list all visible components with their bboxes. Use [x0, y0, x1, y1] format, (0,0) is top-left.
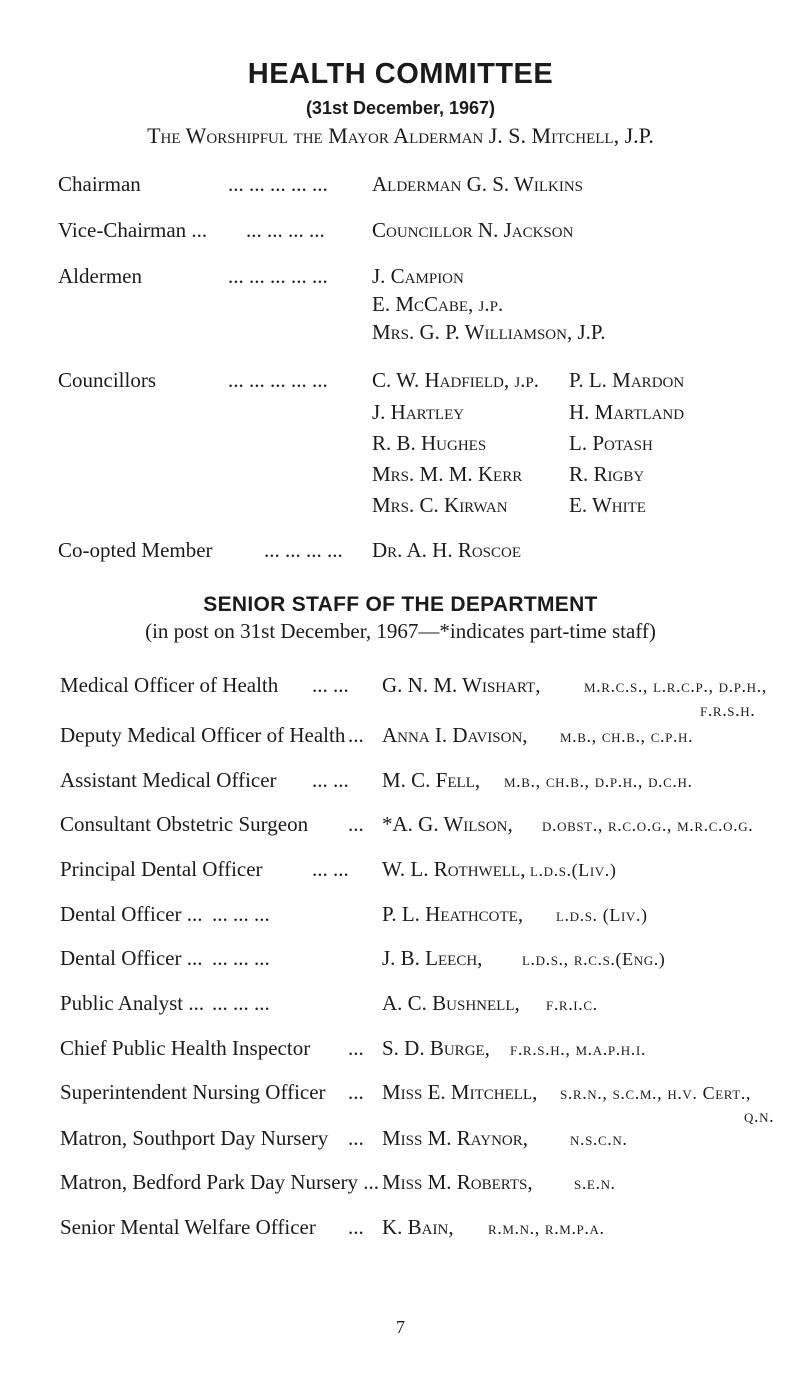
mayor-line: The Worshipful the Mayor Alderman J. S. Mitchell, J.P.: [147, 123, 654, 148]
councillor-name: C. W. Hadfield, j.p.: [372, 368, 540, 392]
councillor-name: Mrs. M. M. Kerr: [372, 462, 523, 486]
alderman-name: J. Campion: [372, 264, 464, 288]
staff-dots: ... ... ...: [212, 902, 270, 926]
councillor-name: R. Rigby: [569, 462, 645, 486]
staff-qualifications: n.s.c.n.: [570, 1129, 628, 1149]
staff-role: Principal Dental Officer: [60, 857, 263, 881]
staff-subtitle: (in post on 31st December, 1967—*indicates part-time staff): [145, 619, 656, 643]
staff-role: Assistant Medical Officer: [60, 768, 277, 792]
staff-dots: ...: [348, 1036, 364, 1060]
staff-name: W. L. Rothwell,: [382, 857, 526, 881]
staff-role: Public Analyst ...: [60, 991, 205, 1015]
councillor-name: E. White: [569, 493, 646, 517]
staff-dots: ... ... ...: [212, 991, 270, 1015]
alderman-name: Mrs. G. P. Williamson, J.P.: [372, 320, 606, 344]
staff-qualifications: m.b., ch.b., d.p.h., d.c.h.: [504, 771, 693, 791]
chairman-dots: ... ... ... ... ...: [228, 172, 328, 196]
staff-role: Matron, Southport Day Nursery: [60, 1126, 329, 1150]
staff-qualifications: l.d.s.(Liv.): [530, 860, 617, 880]
staff-role: Superintendent Nursing Officer: [60, 1080, 326, 1104]
staff-name: J. B. Leech,: [382, 946, 483, 970]
staff-role: Dental Officer ...: [60, 946, 203, 970]
staff-qualifications: l.d.s., r.c.s.(Eng.): [522, 949, 666, 969]
staff-dots: ... ...: [312, 857, 349, 881]
councillor-name: L. Potash: [569, 431, 653, 455]
staff-name: Miss M. Raynor,: [382, 1126, 528, 1150]
staff-qualifications: d.obst., r.c.o.g., m.r.c.o.g.: [542, 815, 754, 835]
vice-chairman-label: Vice-Chairman ...: [58, 218, 208, 242]
councillor-name: H. Martland: [569, 400, 685, 424]
staff-dots: ...: [348, 812, 364, 836]
aldermen-label: Aldermen: [58, 264, 142, 288]
staff-qualifications: l.d.s. (Liv.): [556, 905, 648, 925]
staff-role: Deputy Medical Officer of Health: [60, 723, 346, 747]
councillor-name: P. L. Mardon: [569, 368, 685, 392]
staff-title: SENIOR STAFF OF THE DEPARTMENT: [203, 593, 598, 616]
staff-role: Medical Officer of Health: [60, 673, 279, 697]
councillors-label: Councillors: [58, 368, 156, 392]
alderman-name: E. McCabe, j.p.: [372, 292, 504, 316]
chairman-label: Chairman: [58, 172, 141, 196]
staff-role: Matron, Bedford Park Day Nursery ...: [60, 1170, 380, 1194]
councillors-dots: ... ... ... ... ...: [228, 368, 328, 392]
coopted-dots: ... ... ... ...: [264, 538, 343, 562]
coopted-name: Dr. A. H. Roscoe: [372, 538, 522, 562]
staff-qualifications: s.r.n., s.c.m., h.v. Cert.,: [560, 1083, 752, 1103]
page-number: 7: [396, 1317, 405, 1337]
staff-dots: ... ... ...: [212, 946, 270, 970]
councillor-name: J. Hartley: [372, 400, 465, 424]
vice-chairman-dots: ... ... ... ...: [246, 218, 325, 242]
staff-name: P. L. Heathcote,: [382, 902, 524, 926]
staff-role: Consultant Obstetric Surgeon: [60, 812, 309, 836]
vice-chairman-name: Councillor N. Jackson: [372, 218, 574, 242]
staff-name: *A. G. Wilson,: [382, 812, 513, 836]
staff-name: K. Bain,: [382, 1215, 454, 1239]
aldermen-dots: ... ... ... ... ...: [228, 264, 328, 288]
staff-name: Miss E. Mitchell,: [382, 1080, 538, 1104]
staff-qualifications-cont: f.r.s.h.: [700, 700, 756, 720]
staff-qualifications: f.r.s.h., m.a.p.h.i.: [510, 1039, 646, 1059]
staff-qualifications: m.r.c.s., l.r.c.p., d.p.h.,: [584, 676, 767, 696]
staff-qualifications: s.e.n.: [574, 1173, 616, 1193]
coopted-label: Co-opted Member: [58, 538, 213, 562]
councillor-name: R. B. Hughes: [372, 431, 487, 455]
committee-title: HEALTH COMMITTEE: [247, 58, 554, 90]
staff-role: Dental Officer ...: [60, 902, 203, 926]
staff-dots: ...: [348, 1215, 364, 1239]
staff-role: Senior Mental Welfare Officer: [60, 1215, 316, 1239]
staff-name: S. D. Burge,: [382, 1036, 490, 1060]
staff-name: A. C. Bushnell,: [382, 991, 520, 1015]
staff-name: M. C. Fell,: [382, 768, 481, 792]
staff-qualifications-cont: q.n.: [744, 1106, 775, 1126]
chairman-name: Alderman G. S. Wilkins: [372, 172, 584, 196]
staff-role: Chief Public Health Inspector: [60, 1036, 311, 1060]
staff-dots: ... ...: [312, 768, 349, 792]
staff-name: Anna I. Davison,: [382, 723, 528, 747]
staff-dots: ...: [348, 1126, 364, 1150]
councillor-name: Mrs. C. Kirwan: [372, 493, 508, 517]
staff-dots: ...: [348, 1080, 364, 1104]
committee-date: (31st December, 1967): [305, 98, 496, 118]
staff-name: Miss M. Roberts,: [382, 1170, 533, 1194]
staff-name: G. N. M. Wishart,: [382, 673, 541, 697]
staff-dots: ... ...: [312, 673, 349, 697]
staff-qualifications: f.r.i.c.: [546, 994, 598, 1014]
staff-dots: ...: [348, 723, 364, 747]
staff-qualifications: r.m.n., r.m.p.a.: [488, 1218, 605, 1238]
staff-qualifications: m.b., ch.b., c.p.h.: [560, 726, 694, 746]
